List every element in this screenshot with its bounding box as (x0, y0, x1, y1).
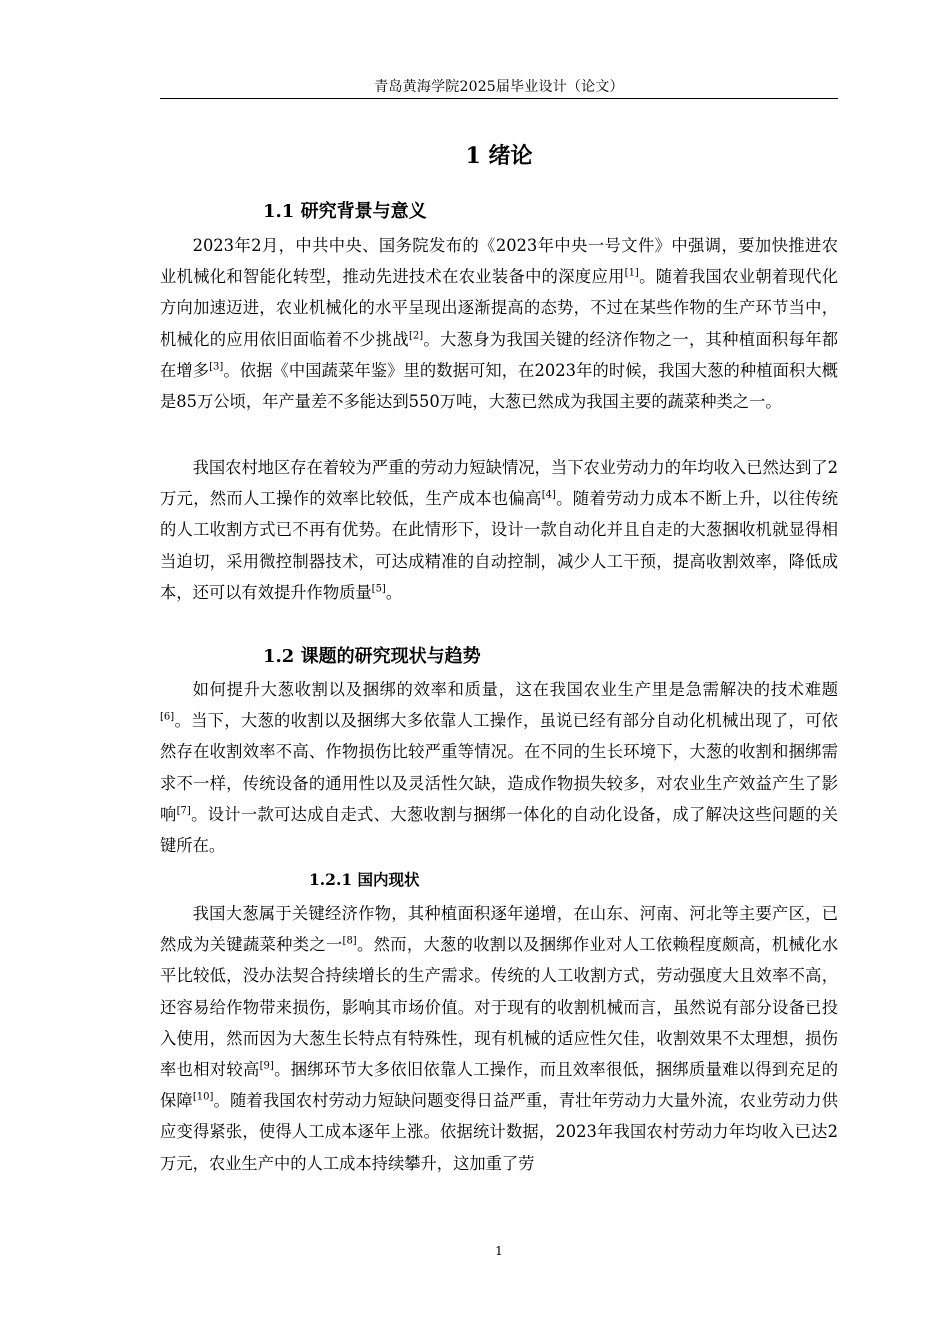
running-header: 青岛黄海学院2025届毕业设计（论文） (374, 79, 624, 95)
citation-ref: [7] (176, 805, 191, 817)
citation-ref: [2] (408, 330, 424, 342)
page-number: 1 (495, 1244, 503, 1258)
paragraph-1-1-b: 我国农村地区存在着较为严重的劳动力短缺情况，当下农业劳动力的年均收入已然达到了2万元，然而人工操作的效率比较低，生产成本也偏高[4]。随着劳动力成本不断上升，以往传统的人工收割方式已不再有优势。在此情形下，设计一款自动化并且自走的大葱捆收机就显得相当迫切，采用微控制器技术，可达成精准的自动控制，减少人工干预，提高收割效率，降低成本，还可以有效提升作物质量[5]。 (160, 458, 838, 602)
header-rule (160, 98, 838, 99)
section-title-1-2: 1.2 课题的研究现状与趋势 (263, 646, 481, 667)
paragraph-1-2: 如何提升大葱收割以及捆绑的效率和质量，这在我国农业生产里是急需解决的技术难题[6]。当下，大葱的收割以及捆绑大多依靠人工操作，虽说已经有部分自动化机械出现了，可依然存在收割效率不高、作物损伤比较严重等情况。在不同的生长环境下，大葱的收割和捆绑需求不一样，传统设备的通用性以及灵活性欠缺，造成作物损失较多，对农业生产效益产生了影响[7]。设计一款可达成自走式、大葱收割与捆绑一体化的自动化设备，成了解决这些问题的关键所在。 (160, 680, 838, 856)
section-title-1-1: 1.1 研究背景与意义 (263, 201, 427, 222)
subsection-title-1-2-1: 1.2.1 国内现状 (309, 870, 420, 889)
citation-ref: [1] (624, 267, 639, 279)
citation-ref: [6] (160, 711, 175, 723)
citation-ref: [10] (192, 1091, 214, 1103)
paragraph-1-2-1: 我国大葱属于关键经济作物，其种植面积逐年递增，在山东、河南、河北等主要产区，已然成为关键蔬菜种类之一[8]。然而，大葱的收割以及捆绑作业对人工依赖程度颇高，机械化水平比较低，没办法契合持续增长的生产需求。传统的人工收割方式，劳动强度大且效率不高，还容易给作物带来损伤，影响其市场价值。对于现有的收割机械而言，虽然说有部分设备已投入使用，然而因为大葱生长特点有特殊性，现有机械的适应性欠佳，收割效果不太理想，损伤率也相对较高[9]。捆绑环节大多依旧依靠人工操作，而且效率很低，捆绑质量难以得到充足的保障[10]。随着我国农村劳动力短缺问题变得日益严重，青壮年劳动力大量外流，农业劳动力供应变得紧张，使得人工成本逐年上涨。依据统计数据，2023年我国农村劳动力年均收入已达2万元，农业生产中的人工成本持续攀升，这加重了劳 (160, 904, 838, 1173)
citation-ref: [5] (371, 583, 386, 595)
citation-ref: [8] (342, 935, 357, 947)
paragraph-1-1-a: 2023年2月，中共中央、国务院发布的《2023年中央一号文件》中强调，要加快推进农业机械化和智能化转型，推动先进技术在农业装备中的深度应用[1]。随着我国农业朝着现代化方向加速迈进，农业机械化的水平呈现出逐渐提高的态势，不过在某些作物的生产环节当中，机械化的应用依旧面临着不少挑战[2]。大葱身为我国关键的经济作物之一，其种植面积每年都在增多[3]。依据《中国蔬菜年鉴》里的数据可知，在2023年的时候，我国大葱的种植面积大概是85万公顷，年产量差不多能达到550万吨，大葱已然成为我国主要的蔬菜种类之一。 (160, 236, 838, 412)
citation-ref: [3] (209, 361, 224, 373)
citation-ref: [4] (541, 489, 556, 501)
chapter-title: 1 绪论 (465, 143, 533, 169)
citation-ref: [9] (259, 1060, 274, 1072)
